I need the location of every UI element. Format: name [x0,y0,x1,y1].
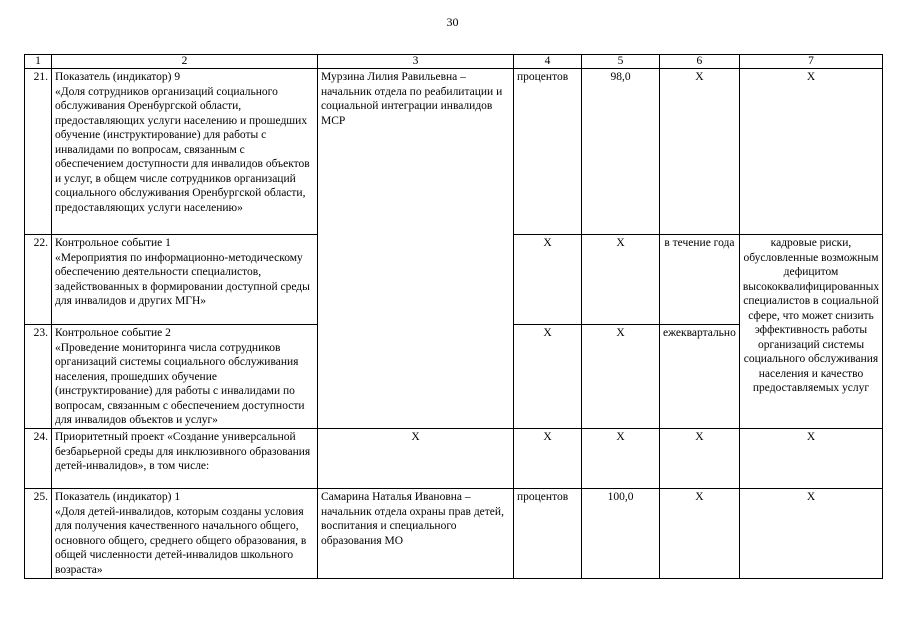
header-row [25,55,883,69]
responsible-cell: Х [318,429,514,489]
deadline-cell: в течение года [660,235,740,325]
row-number: 25. [25,489,52,579]
deadline-cell: ежеквартально [660,325,740,429]
unit-cell: Х [514,325,582,429]
header-cell-7: 7 [739,55,882,69]
header-cell-1: 1 [25,55,52,69]
row-description: Приоритетный проект «Создание универсальной безбарьерной среды для инклюзивного образования детей-инвалидов», в том числе: [52,429,318,489]
row-number: 22. [25,235,52,325]
table-row [25,489,883,579]
row-desc: «Доля сотрудников организаций социального обслуживания Оренбургской области, предоставляющих услуги населению и прошедших обучение (инструктирование) для работы с инвалидами по вопросам, связанным с обеспечением доступности для инвалидов объектов и услуг, в общем числе сотрудников организаций социального обслуживания Оренбургской области, предоставляющих услуги населению» [55,85,310,214]
responsible-cell: Самарина Наталья Ивановна – начальник отдела охраны прав детей, воспитания и специального образования МО [318,489,514,579]
table-row [25,429,883,489]
table-row [25,69,883,235]
value-cell: 98,0 [582,69,660,235]
unit-cell: Х [514,235,582,325]
unit-cell: процентов [514,69,582,235]
row-desc: «Проведение мониторинга числа сотрудников организаций системы социального обслуживания населения, прошедших обучение (инструктирование) для работы с инвалидами по вопросам, связанным с обеспечением доступности для инвалидов объектов и услуг» [55,341,305,426]
responsible-cell: Мурзина Лилия Равильевна – начальник отдела по реабилитации и социальной интеграции инвалидов МСР [318,69,514,429]
row-desc: «Мероприятия по информационно-методическому обеспечению деятельности специалистов, задействованных в формировании доступной среды для инвалидов и других МГН» [55,251,310,307]
deadline-cell: Х [660,69,740,235]
value-cell: 100,0 [582,489,660,579]
row-number: 23. [25,325,52,429]
row-description [52,235,318,325]
row-title: Показатель (индикатор) 9 [55,71,181,83]
deadline-cell: Х [660,489,740,579]
value-cell: Х [582,429,660,489]
risks-cell: Х [739,69,882,235]
row-description [52,69,318,235]
header-cell-2: 2 [52,55,318,69]
indicators-table [24,54,883,579]
unit-cell: Х [514,429,582,489]
row-title: Показатель (индикатор) 1 [55,491,181,503]
row-description [52,325,318,429]
header-cell-6: 6 [660,55,740,69]
header-cell-3: 3 [318,55,514,69]
row-number: 21. [25,69,52,235]
header-cell-4: 4 [514,55,582,69]
value-cell: Х [582,325,660,429]
value-cell: Х [582,235,660,325]
risks-cell: кадровые риски, обусловленные возможным дефицитом высококвалифицированных специалистов в социальной сфере, что может снизить эффективность работы организаций системы социального обслуживания населения и качество предоставляемых услуг [739,235,882,429]
row-description [52,489,318,579]
page-number: 30 [446,15,459,29]
row-title: Контрольное событие 1 [55,237,171,249]
header-cell-5: 5 [582,55,660,69]
unit-cell: процентов [514,489,582,579]
risks-cell: Х [739,489,882,579]
row-desc: «Доля детей-инвалидов, которым созданы условия для получения качественного начального общего, основного общего, среднего общего образования, в общей численности детей-инвалидов школьного возраста» [55,505,307,576]
row-title: Контрольное событие 2 [55,327,171,339]
row-number: 24. [25,429,52,489]
risks-cell: Х [739,429,882,489]
deadline-cell: Х [660,429,740,489]
